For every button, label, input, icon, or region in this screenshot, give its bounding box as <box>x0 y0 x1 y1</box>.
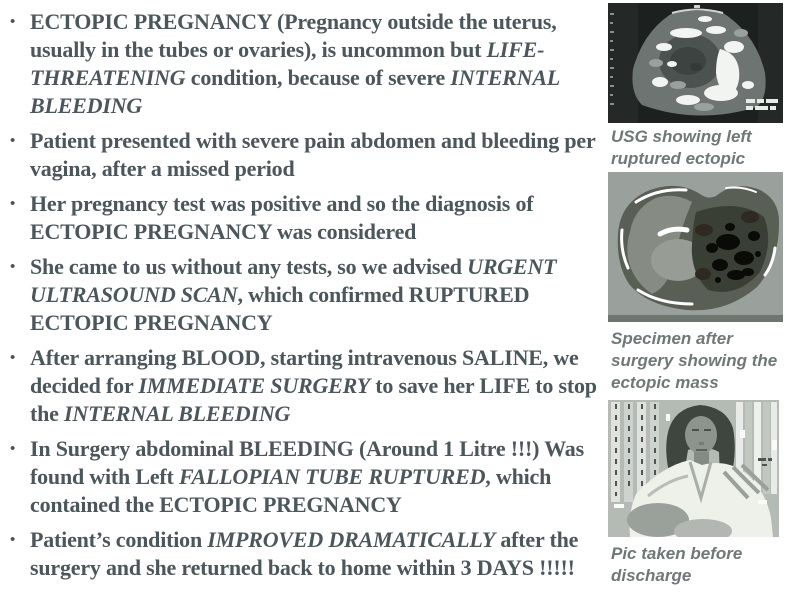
ultrasound-image <box>608 3 787 123</box>
bullet-marker: • <box>10 133 16 149</box>
usg-caption: USG showing left ruptured ectopic <box>611 127 752 168</box>
figure-usg <box>608 3 787 170</box>
patient-photo-image <box>608 400 787 537</box>
figure-patient <box>608 400 787 587</box>
bullet-marker: • <box>10 14 16 30</box>
patient-caption: Pic taken before discharge <box>611 544 743 585</box>
bullet-marker: • <box>10 350 16 366</box>
figure-column <box>604 0 787 600</box>
specimen-caption: Specimen after surgery showing the ectopic mass <box>611 329 778 392</box>
bullet-text: Her pregnancy test was positive and so the diagnosis of ECTOPIC PREGNANCY was considered <box>30 191 534 244</box>
bullet-marker: • <box>10 196 16 212</box>
bullet-item <box>6 435 604 519</box>
bullet-text: Patient presented with severe pain abdomen and bleeding per vagina, after a missed period <box>30 128 596 181</box>
bullet-item <box>6 190 604 246</box>
bullet-list <box>6 8 604 582</box>
bullet-marker: • <box>10 532 16 548</box>
bullet-text: After arranging BLOOD, starting intravenous SALINE, we decided for IMMEDIATE SURGERY to save her LIFE to stop the INTERNAL BLEEDING <box>30 345 597 426</box>
bullet-item <box>6 127 604 183</box>
bullet-marker: • <box>10 259 16 275</box>
bullet-text: In Surgery abdominal BLEEDING (Around 1 Litre !!!) Was found with Left FALLOPIAN TUBE RUPTURED, which contained the ECTOPIC PREGNANCY <box>30 436 584 517</box>
specimen-image <box>608 172 787 322</box>
figure-specimen <box>608 172 787 394</box>
bullet-marker: • <box>10 441 16 457</box>
bullet-item <box>6 526 604 582</box>
bullet-text: Patient’s condition IMPROVED DRAMATICALLY after the surgery and she returned back to home within 3 DAYS !!!!! <box>30 527 579 580</box>
bullet-item <box>6 344 604 428</box>
bullet-text: She came to us without any tests, so we advised URGENT ULTRASOUND SCAN, which confirmed RUPTURED ECTOPIC PREGNANCY <box>30 254 557 335</box>
bullet-item <box>6 8 604 120</box>
bullet-item <box>6 253 604 337</box>
bullet-text: ECTOPIC PREGNANCY (Pregnancy outside the uterus, usually in the tubes or ovaries), is uncommon but LIFE-THREATENING condition, because of severe INTERNAL BLEEDING <box>30 9 560 118</box>
